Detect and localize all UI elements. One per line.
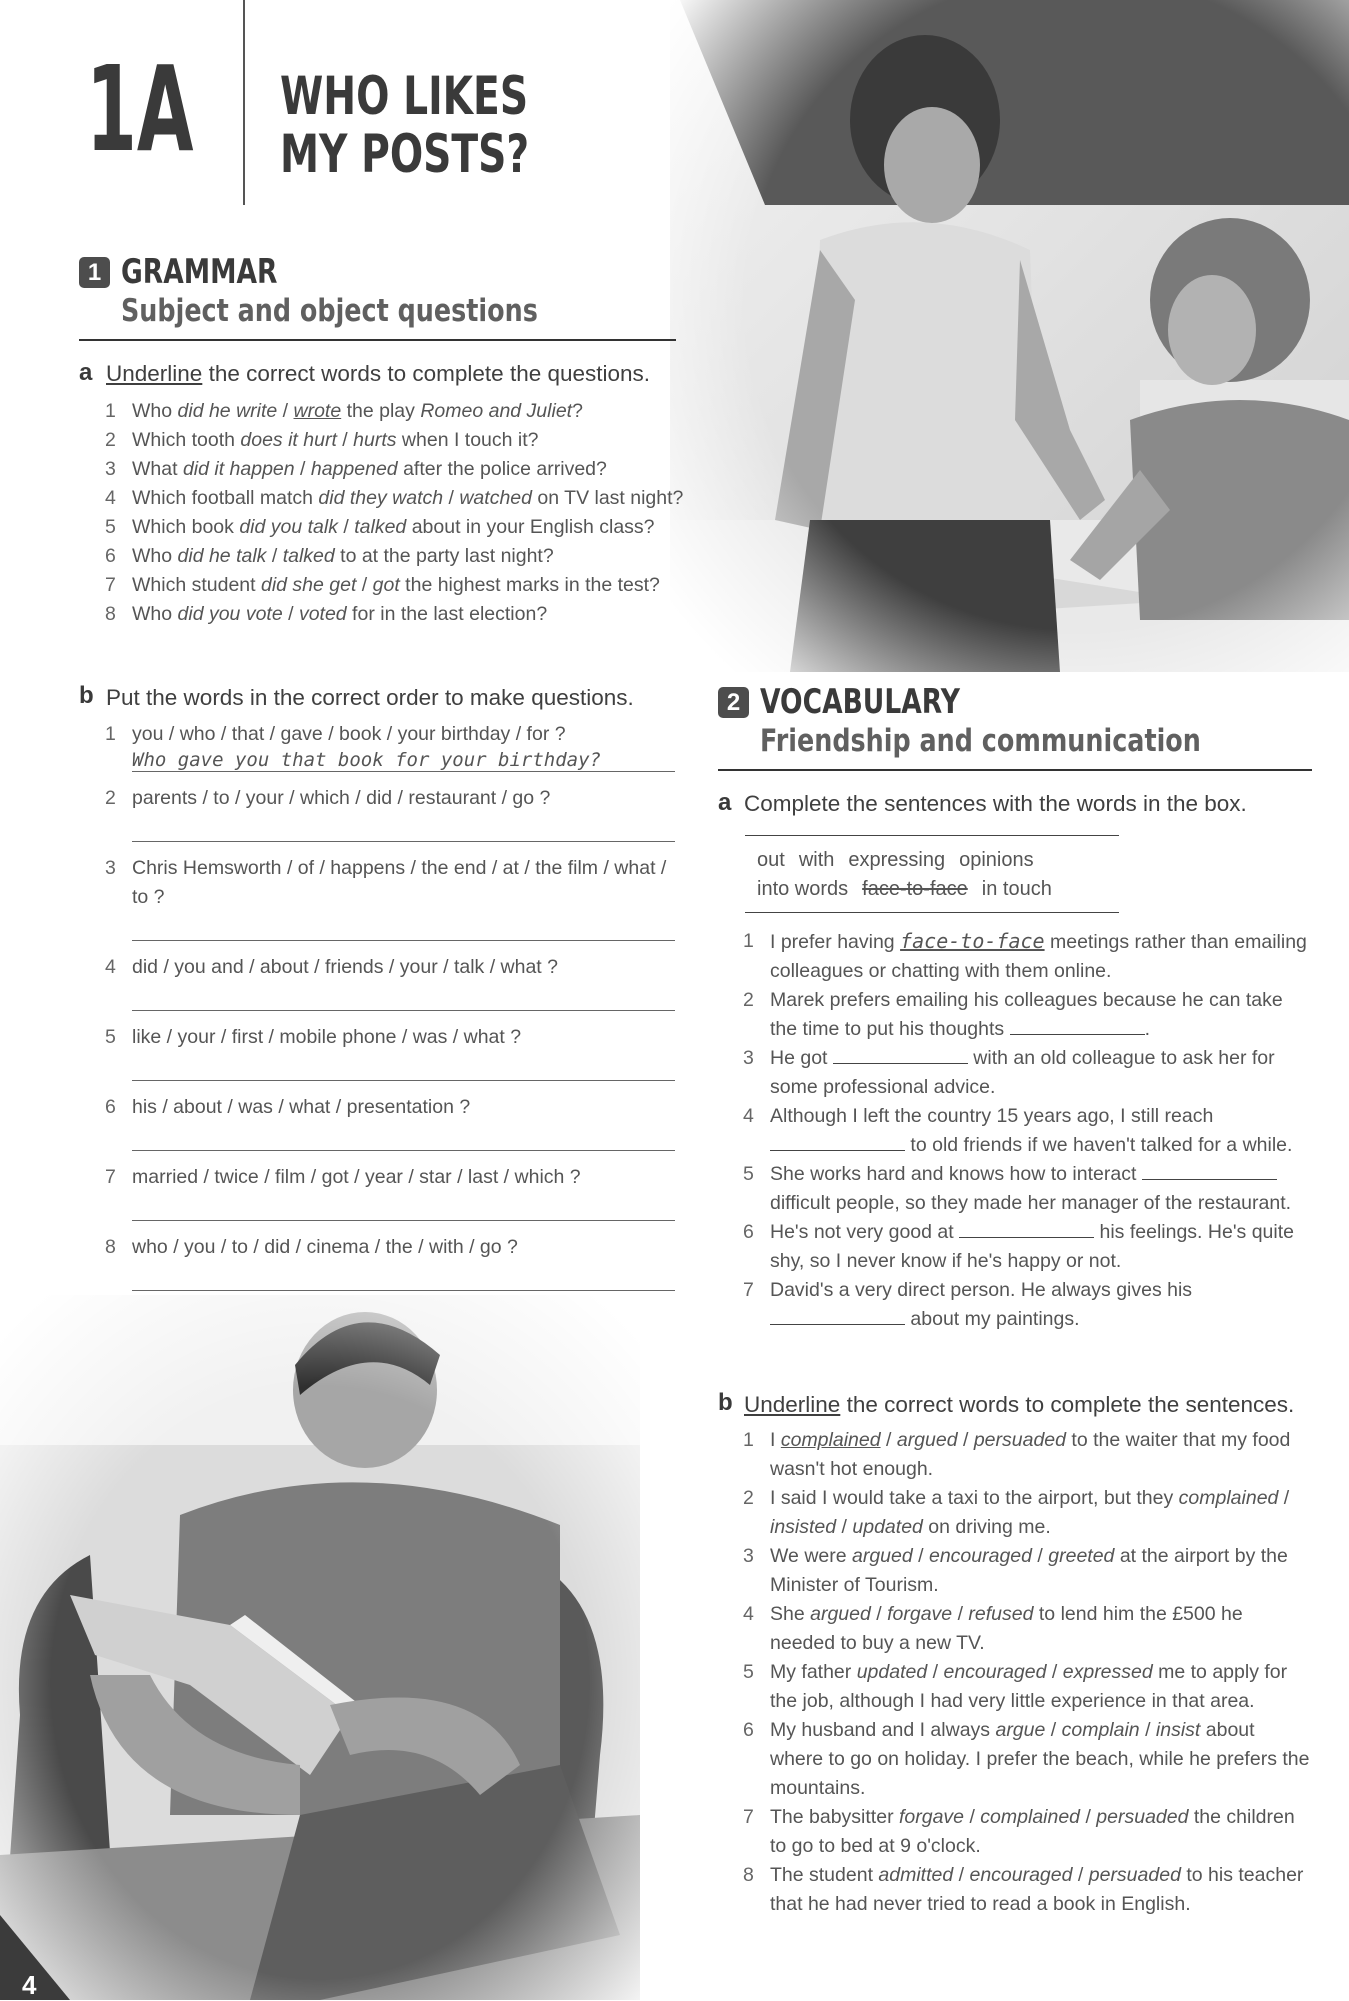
grammar-section-title: GRAMMAR	[121, 252, 278, 292]
item-number: 7	[105, 1166, 116, 1188]
item-text: Romeo and Juliet	[420, 400, 573, 422]
item-text: to at the party last night?	[334, 545, 554, 567]
item-number: 2	[743, 989, 754, 1011]
option: did she get	[260, 574, 357, 596]
item-text: Who	[132, 400, 178, 422]
question-block	[105, 1023, 675, 1081]
item-text: his feelings. He's quite shy, so I never know if he's happy or not.	[770, 1221, 1294, 1272]
blank-field[interactable]	[1010, 1016, 1145, 1035]
item-number: 4	[743, 1105, 754, 1127]
box-word: in touch	[981, 878, 1052, 900]
grammar-section-subtitle: Subject and object questions	[121, 293, 538, 329]
option: forgave	[887, 1603, 953, 1625]
option: persuaded	[973, 1429, 1066, 1451]
option: complained	[980, 1806, 1081, 1828]
word-list: who / you / to / did / cinema / the / with / go ?	[132, 1236, 518, 1258]
item-text: to his teacher that he had never tried to read a book in English.	[770, 1864, 1304, 1915]
question-block	[105, 953, 675, 1011]
option: argued	[852, 1545, 913, 1567]
answer-line[interactable]	[132, 1052, 675, 1081]
option: updated	[856, 1661, 928, 1683]
item-text: Who	[132, 603, 178, 625]
item-number: 8	[105, 1236, 116, 1258]
item-number: 3	[743, 1047, 754, 1069]
question-block	[105, 1233, 675, 1291]
option-separator: /	[282, 603, 299, 625]
grammar-section-badge: 1	[79, 257, 110, 288]
list-item	[105, 600, 685, 629]
word-list: his / about / was / what / presentation ?	[132, 1096, 471, 1118]
item-text: Which football match	[132, 487, 319, 509]
vocabulary-section-subtitle: Friendship and communication	[760, 723, 1201, 759]
vocabulary-rule	[718, 769, 1312, 771]
item-number: 4	[105, 956, 116, 978]
option-separator: /	[927, 1661, 944, 1683]
item-text: I	[770, 1429, 781, 1451]
vocabulary-b-instruction: Underline the correct words to complete the sentences.	[744, 1392, 1295, 1417]
box-word: into words	[757, 878, 849, 900]
answer-line[interactable]	[132, 749, 675, 772]
item-text: The student	[770, 1864, 879, 1886]
item-number: 3	[105, 458, 116, 480]
list-item	[105, 397, 685, 426]
item-number: 6	[743, 1221, 754, 1243]
unit-title	[280, 68, 529, 184]
item-number: 3	[743, 1545, 754, 1567]
list-item	[105, 513, 685, 542]
item-number: 8	[743, 1864, 754, 1886]
option-separator: /	[1139, 1719, 1156, 1741]
option: did it happen	[182, 458, 295, 480]
item-text: about where to go on holiday. I prefer the beach, while he prefers the mountains.	[770, 1719, 1310, 1799]
question-block	[105, 1163, 675, 1221]
option: updated	[852, 1516, 923, 1538]
word-list: did / you and / about / friends / your / talk / what ?	[132, 956, 558, 978]
item-number: 4	[743, 1603, 754, 1625]
word-list: like / your / first / mobile phone / was / what ?	[132, 1026, 522, 1048]
word-prompt	[105, 720, 675, 749]
item-text: He got	[770, 1047, 833, 1069]
item-text: We were	[770, 1545, 852, 1567]
option: insist	[1155, 1719, 1201, 1741]
option-separator: /	[443, 487, 460, 509]
option: did you talk	[239, 516, 338, 538]
page-number: 4	[22, 1970, 37, 2000]
option: argue	[995, 1719, 1046, 1741]
box-word: with	[798, 849, 835, 871]
option: encouraged	[969, 1864, 1073, 1886]
option: did he talk	[177, 545, 267, 567]
option: hurts	[353, 429, 397, 451]
item-text: the highest marks in the test?	[399, 574, 660, 596]
item-number: 2	[743, 1487, 754, 1509]
vocabulary-b-list	[743, 1426, 1313, 1919]
item-number: 5	[743, 1163, 754, 1185]
option-separator: /	[1072, 1864, 1089, 1886]
option: expressed	[1062, 1661, 1153, 1683]
list-item	[743, 1160, 1313, 1218]
item-number: 1	[105, 723, 116, 745]
selected-option: complained	[780, 1429, 881, 1451]
option: did you vote	[177, 603, 283, 625]
list-item	[743, 1102, 1313, 1160]
option-separator: /	[953, 1864, 970, 1886]
exercise-letter: a	[718, 789, 732, 816]
answer-line[interactable]	[132, 1122, 675, 1151]
list-item	[743, 1218, 1313, 1276]
option-separator: /	[1080, 1806, 1097, 1828]
item-text: ?	[572, 400, 583, 422]
box-word: opinions	[959, 849, 1034, 871]
item-text: on TV last night?	[531, 487, 684, 509]
option: complained	[1178, 1487, 1279, 1509]
item-number: 7	[743, 1279, 754, 1301]
item-number: 7	[105, 574, 116, 596]
word-prompt	[105, 953, 675, 982]
option-separator: /	[952, 1603, 969, 1625]
option: refused	[968, 1603, 1034, 1625]
item-number: 6	[743, 1719, 754, 1741]
option: insisted	[770, 1516, 837, 1538]
word-prompt	[105, 1023, 675, 1052]
item-text: What	[132, 458, 183, 480]
option: encouraged	[928, 1545, 1032, 1567]
blank-field[interactable]	[833, 1045, 968, 1064]
answer-line[interactable]	[132, 982, 675, 1011]
option: admitted	[878, 1864, 954, 1886]
option: watched	[459, 487, 532, 509]
vocabulary-a-instruction: Complete the sentences with the words in the box.	[744, 791, 1247, 816]
option: argued	[810, 1603, 871, 1625]
item-text: My husband and I always	[770, 1719, 996, 1741]
option: talked	[282, 545, 335, 567]
item-text: for in the last election?	[346, 603, 548, 625]
item-text: I said I would take a taxi to the airport, but they	[770, 1487, 1179, 1509]
option-separator: /	[1032, 1545, 1049, 1567]
item-number: 8	[105, 603, 116, 625]
word-prompt	[105, 1233, 675, 1262]
option-separator: /	[964, 1806, 981, 1828]
list-item	[743, 1803, 1313, 1861]
list-item	[743, 927, 1313, 986]
option: complain	[1061, 1719, 1140, 1741]
item-text: My father	[770, 1661, 857, 1683]
list-item	[105, 571, 685, 600]
item-text: on driving me.	[922, 1516, 1051, 1538]
item-text: David's a very direct person. He always gives his	[770, 1279, 1193, 1301]
item-number: 2	[105, 429, 116, 451]
list-item	[743, 1542, 1313, 1600]
option-separator: /	[1278, 1487, 1290, 1509]
option: got	[372, 574, 400, 596]
photo-man-reading	[0, 1295, 640, 2000]
exercise-letter: b	[79, 682, 94, 709]
list-item	[743, 1426, 1313, 1484]
word-prompt	[105, 1093, 675, 1122]
answer-line[interactable]	[132, 912, 675, 941]
list-item	[743, 1716, 1313, 1803]
option: does it hurt	[240, 429, 337, 451]
option-separator: /	[912, 1545, 929, 1567]
option-separator: /	[1046, 1661, 1063, 1683]
item-text: after the police arrived?	[397, 458, 607, 480]
list-item	[743, 1861, 1313, 1919]
blank-field[interactable]	[770, 1132, 905, 1151]
item-text: Marek prefers emailing his colleagues because he can take the time to put his thoughts	[770, 989, 1283, 1040]
option-separator: /	[337, 516, 355, 538]
item-text: Which student	[132, 574, 261, 596]
item-number: 4	[105, 487, 116, 509]
answer-line[interactable]	[132, 1192, 675, 1221]
option: greeted	[1048, 1545, 1115, 1567]
item-text: to lend him the £500 he needed to buy a new TV.	[770, 1603, 1243, 1654]
list-item	[743, 1276, 1313, 1334]
option-separator: /	[880, 1429, 897, 1451]
item-text: me to apply for the job, although I had very little experience in that area.	[770, 1661, 1288, 1712]
word-prompt	[105, 854, 675, 912]
option-separator: /	[294, 458, 311, 480]
item-number: 5	[105, 1026, 116, 1048]
item-text: with an old colleague to ask her for some professional advice.	[770, 1047, 1275, 1098]
box-word: out	[757, 849, 785, 871]
box-word: face-to-face	[862, 878, 968, 900]
item-text: about in your English class?	[406, 516, 655, 538]
option-separator: /	[836, 1516, 853, 1538]
answer-line[interactable]	[132, 813, 675, 842]
item-text: Who	[132, 545, 178, 567]
item-number: 6	[105, 545, 116, 567]
word-prompt	[105, 1163, 675, 1192]
box-word: expressing	[848, 849, 946, 871]
option: argued	[896, 1429, 958, 1451]
list-item	[743, 1484, 1313, 1542]
item-text: He's not very good at	[770, 1221, 960, 1243]
unit-title-line1: WHO LIKES	[280, 66, 529, 127]
item-text: the play	[341, 400, 421, 422]
option: persuaded	[1088, 1864, 1181, 1886]
list-item	[743, 986, 1313, 1044]
photo-women-laptop	[670, 0, 1349, 672]
word-list: parents / to / your / which / did / restaurant / go ?	[132, 787, 551, 809]
answer-line[interactable]	[132, 1262, 675, 1291]
question-block	[105, 1093, 675, 1151]
exercise-letter: a	[79, 359, 93, 386]
vocabulary-section-badge: 2	[718, 687, 749, 718]
question-block	[105, 720, 675, 772]
item-number: 5	[105, 516, 116, 538]
item-number: 6	[105, 1096, 116, 1118]
item-number: 2	[105, 787, 116, 809]
option: happened	[310, 458, 398, 480]
handwritten-answer: face-to-face	[900, 929, 1045, 953]
grammar-a-instruction: Underline the correct words to complete the questions.	[106, 361, 651, 386]
question-block	[105, 784, 675, 842]
option-separator: /	[277, 400, 294, 422]
option: did they watch	[318, 487, 444, 509]
word-box	[745, 835, 1119, 913]
header-divider	[243, 0, 245, 205]
item-text: Which tooth	[132, 429, 241, 451]
vocabulary-a-list	[743, 927, 1313, 1334]
word-prompt	[105, 784, 675, 813]
blank-field[interactable]	[1142, 1161, 1277, 1180]
handwritten-answer: Who gave you that book for your birthday?	[132, 749, 601, 771]
option: did he write	[177, 400, 278, 422]
item-text: at the airport by the Minister of Tourism.	[770, 1545, 1288, 1596]
blank-field[interactable]	[770, 1306, 905, 1325]
grammar-a-list	[105, 397, 685, 629]
grammar-b-instruction: Put the words in the correct order to make questions.	[106, 685, 634, 710]
exercise-letter: b	[718, 1389, 733, 1416]
option: forgave	[898, 1806, 965, 1828]
list-item	[743, 1658, 1313, 1716]
item-text: Which book	[132, 516, 240, 538]
question-block	[105, 854, 675, 941]
list-item	[105, 542, 685, 571]
option: voted	[298, 603, 347, 625]
option-separator: /	[266, 545, 283, 567]
item-number: 3	[105, 857, 116, 879]
option: encouraged	[943, 1661, 1047, 1683]
unit-number: 1A	[86, 40, 194, 178]
item-number: 1	[743, 1429, 754, 1451]
option-separator: /	[870, 1603, 888, 1625]
item-number: 7	[743, 1806, 754, 1828]
item-text: The babysitter	[770, 1806, 899, 1828]
item-text: She works hard and knows how to interact	[770, 1163, 1142, 1185]
option: persuaded	[1096, 1806, 1189, 1828]
item-text: to old friends if we haven't talked for a while.	[905, 1134, 1293, 1156]
item-text: about my paintings.	[905, 1308, 1080, 1330]
list-item	[105, 426, 685, 455]
list-item	[105, 484, 685, 513]
unit-title-line2: MY POSTS?	[280, 124, 530, 185]
item-text: meetings rather than emailing colleagues or chatting with them online.	[770, 931, 1307, 982]
selected-option: wrote	[293, 400, 342, 422]
item-text: She	[770, 1603, 811, 1625]
option-separator: /	[356, 574, 373, 596]
item-text: difficult people, so they made her manager of the restaurant.	[770, 1192, 1292, 1214]
item-text: to the waiter that my food wasn't hot enough.	[770, 1429, 1291, 1480]
list-item	[743, 1600, 1313, 1658]
item-number: 1	[743, 930, 754, 952]
item-text: the children to go to bed at 9 o'clock.	[770, 1806, 1295, 1857]
option: talked	[354, 516, 407, 538]
blank-field[interactable]	[959, 1219, 1094, 1238]
grammar-b-list	[105, 720, 675, 1303]
item-text: when I touch it?	[396, 429, 539, 451]
grammar-rule	[79, 339, 676, 341]
item-number: 1	[105, 400, 116, 422]
item-text: .	[1144, 1018, 1150, 1040]
item-number: 5	[743, 1661, 754, 1683]
item-text: Although I left the country 15 years ago, I still reach	[770, 1105, 1214, 1127]
list-item	[105, 455, 685, 484]
vocabulary-section-title: VOCABULARY	[760, 682, 960, 722]
option-separator: /	[336, 429, 354, 451]
word-list: married / twice / film / got / year / star / last / which ?	[132, 1166, 581, 1188]
option-separator: /	[957, 1429, 974, 1451]
word-list: you / who / that / gave / book / your birthday / for ?	[132, 723, 566, 745]
option-separator: /	[1045, 1719, 1062, 1741]
list-item	[743, 1044, 1313, 1102]
word-list: Chris Hemsworth / of / happens / the end / at / the film / what / to ?	[132, 857, 667, 908]
item-text: I prefer having	[770, 931, 901, 953]
